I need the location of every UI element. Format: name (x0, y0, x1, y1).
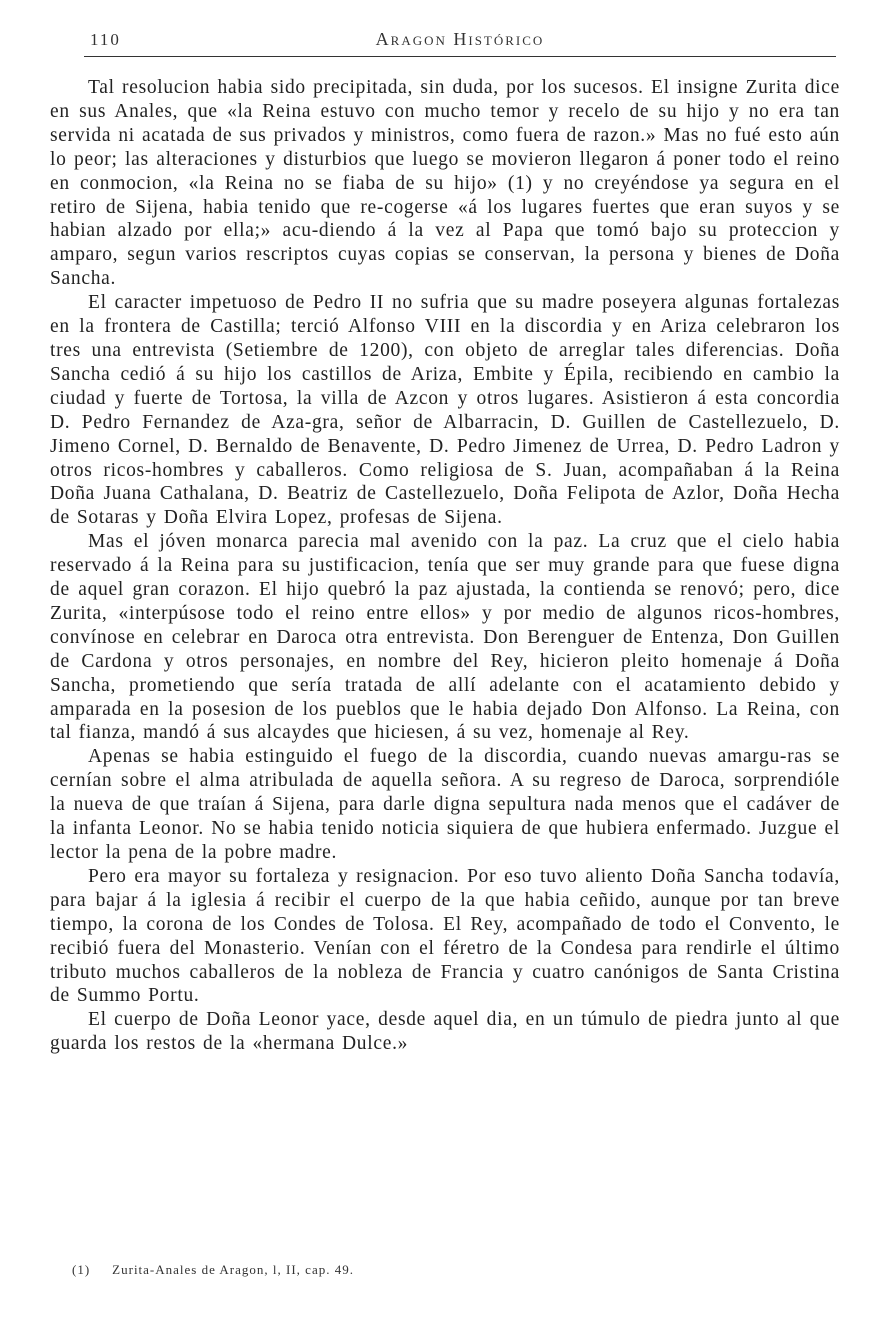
footnote-text: Zurita-Anales de Aragon, l, II, cap. 49. (112, 1262, 354, 1277)
header-rule (84, 56, 836, 57)
paragraph: Tal resolucion habia sido precipitada, sin duda, por los sucesos. El insigne Zurita dice en sus Anales, que «la Reina estuvo con mucho temor y recelo de su hijo y no era tan servida ni acatada de sus privados y ministros, como fuera de razon.» Mas no fué esto aún lo peor; las alteraciones y disturbios que luego se movieron llegaron á poner todo el reino en conmocion, «la Reina no se fiaba de su hijo» (1) y no creyéndose ya segura en el retiro de Sijena, habia tenido que re-cogerse «á los lugares fuertes que eran suyos y se habian alzado por ella;» acu-diendo á la vez al Papa que tomó bajo su proteccion y amparo, segun varios rescriptos cuyas copias se conservan, la persona y bienes de Doña Sancha. (50, 77, 840, 290)
paragraph: Apenas se habia estinguido el fuego de la discordia, cuando nuevas amargu-ras se cernían sobre el alma atribulada de aquella señora. A su regreso de Daroca, sorprendióle la nueva de que traían á Sijena, para darle digna sepultura nada menos que el cadáver de la infanta Leonor. No se habia tenido noticia siquiera de que hubiera enfermado. Juzgue el lector la pena de la pobre madre. (50, 746, 840, 863)
page-number: 110 (90, 30, 121, 49)
page-header (84, 24, 836, 54)
paragraph: Mas el jóven monarca parecia mal avenido con la paz. La cruz que el cielo habia reservado á la Reina para su justificacion, tenía que ser muy grande para que fuese digna de aquel gran corazon. El hijo quebró la paz ajustada, la contienda se renovó; pero, dice Zurita, «interpúsose todo el reino entre ellos» y por medio de algunos ricos-hombres, convínose en celebrar en Daroca otra entrevista. Don Berenguer de Entenza, Don Guillen de Cardona y otros personajes, en nombre del Rey, hicieron pleito homenaje á Doña Sancha, prometiendo que sería tratada de allí adelante con el acatamiento debido y amparada en la posesion de los pueblos que le habia dejado Don Alfonso. La Reina, con tal fianza, mandó á sus alcaydes que hiciesen, á su vez, homenaje al Rey. (50, 531, 840, 744)
running-title: Aragon Histórico (375, 29, 545, 49)
paragraph: El caracter impetuoso de Pedro II no sufria que su madre poseyera algunas fortalezas en la frontera de Castilla; terció Alfonso VIII en la discordia y en Ariza celebraron los tres una entrevista (Setiembre de 1200), con objeto de arreglar tales diferencias. Doña Sancha cedió á su hijo los castillos de Ariza, Embite y Épila, recibiendo en cambio la ciudad y fuerte de Tortosa, la villa de Azcon y otros lugares. Asistieron á esta concordia D. Pedro Fernandez de Aza-gra, señor de Albarracin, D. Guillen de Castellezuelo, D. Jimeno Cornel, D. Bernaldo de Benavente, D. Pedro Jimenez de Urrea, D. Pedro Ladron y otros ricos-hombres y caballeros. Como religiosa de S. Juan, acompañaban á la Reina Doña Juana Cathalana, D. Beatriz de Castellezuelo, Doña Felipota de Azlor, Doña Hecha de Sotaras y Doña Elvira Lopez, profesas de Sijena. (50, 292, 840, 529)
paragraph: Pero era mayor su fortaleza y resignacion. Por eso tuvo aliento Doña Sancha todavía, para bajar á la iglesia á recibir el cuerpo de la que habia ceñido, aunque por tan breve tiempo, la corona de los Condes de Tolosa. El Rey, acompañado de todo el Convento, le recibió fuera del Monasterio. Venían con el féretro de la Condesa para rendirle el último tributo muchos caballeros de la nobleza de Francia y cuatro canónigos de Santa Cristina de Summo Portu. (50, 865, 840, 1007)
footnote-marker: (1) (72, 1262, 91, 1277)
paragraph: El cuerpo de Doña Leonor yace, desde aquel dia, en un túmulo de piedra junto al que guarda los restos de la «hermana Dulce.» (50, 1009, 840, 1055)
footnote (72, 1262, 836, 1278)
body-text (50, 76, 840, 1056)
